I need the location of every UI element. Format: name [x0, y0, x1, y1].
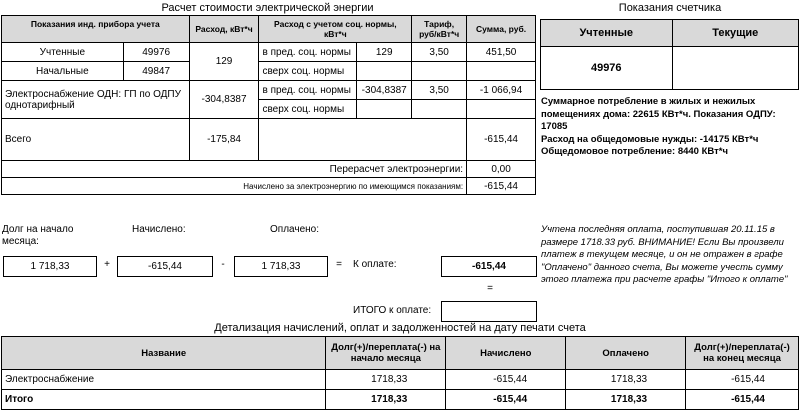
total-sum: -615,44: [467, 119, 536, 161]
right-title: Показания счетчика: [618, 2, 722, 14]
odn-tariff: 3,50: [412, 81, 467, 100]
odn-above-norm-label: сверх соц. нормы: [259, 100, 357, 119]
charged-label: Начислено за электроэнергию по имеющимся показаниям:: [2, 178, 467, 195]
debt-start-label: Долг на начало месяца:: [2, 224, 74, 247]
odn-sum: -1 066,94: [467, 81, 536, 100]
calc-table: [1, 15, 536, 195]
row-accounted-value: 49976: [123, 43, 189, 62]
meter-current-value: [672, 47, 799, 90]
header-readings: Показания инд. прибора учета: [2, 16, 190, 43]
sum-cell: 451,50: [467, 43, 536, 62]
consumption-cell: 129: [189, 43, 259, 81]
equals-sign-2: =: [487, 283, 493, 294]
details-header-paid: Оплачено: [566, 337, 686, 370]
details-row-debt-start: 1718,33: [326, 370, 446, 390]
meter-header-accounted: Учтенные: [541, 20, 673, 47]
total-consumption: -175,84: [189, 119, 259, 161]
charged-field: -615,44: [117, 256, 213, 277]
details-row-paid: 1718,33: [566, 370, 686, 390]
details-header-debt-start: Долг(+)/переплата(-) на начало месяца: [326, 337, 446, 370]
tariff-cell: 3,50: [412, 43, 467, 62]
total-to-pay-label: ИТОГО к оплате:: [353, 305, 432, 316]
norm-amount: 129: [357, 43, 412, 62]
summary-line3: Общедомовое потребление: 8440 КВт*ч: [541, 146, 728, 157]
consumption-summary: [541, 96, 799, 159]
row-accounted-label: Учтенные: [2, 43, 124, 62]
table-row: [2, 370, 799, 390]
details-total-debt-start: 1718,33: [326, 390, 446, 410]
details-table: [1, 336, 799, 410]
meter-header-current: Текущие: [672, 20, 799, 47]
details-total-name: Итого: [2, 390, 326, 410]
details-row-charged: -615,44: [446, 370, 566, 390]
payment-note: Учтена последняя оплата, поступившая 20.11.15 в размере 1718.33 руб. ВНИМАНИЕ! Если Вы произвели платеж в текущем месяце, и он не отражен в графе "Оплачено" данного счета, Вы можете учесть сумму этого платежа при расчете графы "Итого к оплате": [541, 224, 788, 285]
row-initial-value: 49847: [123, 62, 189, 81]
charged-field-label: Начислено:: [132, 224, 186, 235]
table-row-total: [2, 390, 799, 410]
paid-field: 1 718,33: [234, 256, 328, 277]
details-row-name: Электроснабжение: [2, 370, 326, 390]
details-title: Детализация начислений, оплат и задолженностей на дату печати счета: [214, 322, 586, 334]
above-norm-label: сверх соц. нормы: [259, 62, 357, 81]
details-header-debt-end: Долг(+)/переплата(-) на конец месяца: [686, 337, 799, 370]
odn-within-norm-label: в пред. соц. нормы: [259, 81, 357, 100]
details-header-charged: Начислено: [446, 337, 566, 370]
charged-value: -615,44: [467, 178, 536, 195]
header-by-norm: Расход с учетом соц. нормы, кВт*ч: [259, 16, 412, 43]
header-sum: Сумма, руб.: [467, 16, 536, 43]
meter-table: [540, 19, 799, 90]
odn-norm-amount: -304,8387: [357, 81, 412, 100]
odn-consumption: -304,8387: [189, 81, 259, 119]
details-total-debt-end: -615,44: [686, 390, 799, 410]
within-norm-label: в пред. соц. нормы: [259, 43, 357, 62]
debt-start-field: 1 718,33: [3, 256, 97, 277]
odn-label: Электроснабжение ОДН: ГП по ОДПУ однотарифный: [2, 81, 190, 119]
details-header-name: Название: [2, 337, 326, 370]
recalc-label: Перерасчет электроэнергии:: [2, 161, 467, 178]
total-label: Всего: [2, 119, 190, 161]
left-title: Расчет стоимости электрической энергии: [161, 2, 374, 14]
minus-sign: -: [221, 259, 225, 270]
details-total-paid: 1718,33: [566, 390, 686, 410]
total-to-pay-input[interactable]: [441, 301, 537, 322]
summary-line2: Расход на общедомовые нужды: -14175 КВт*ч: [541, 133, 759, 145]
plus-sign: +: [104, 259, 110, 270]
equals-sign: =: [336, 259, 342, 270]
to-pay-field: -615,44: [441, 256, 537, 277]
paid-field-label: Оплачено:: [270, 224, 320, 235]
header-tariff: Тариф, руб/кВт*ч: [412, 16, 467, 43]
meter-accounted-value: 49976: [541, 47, 673, 90]
recalc-value: 0,00: [467, 161, 536, 178]
summary-line1: Суммарное потребление в жилых и нежилых помещениях дома: 22615 КВт*ч. Показания ОДПУ: 17085: [541, 96, 776, 132]
header-consumption: Расход, кВт*ч: [189, 16, 259, 43]
to-pay-label: К оплате:: [353, 259, 397, 270]
details-total-charged: -615,44: [446, 390, 566, 410]
row-initial-label: Начальные: [2, 62, 124, 81]
details-row-debt-end: -615,44: [686, 370, 799, 390]
